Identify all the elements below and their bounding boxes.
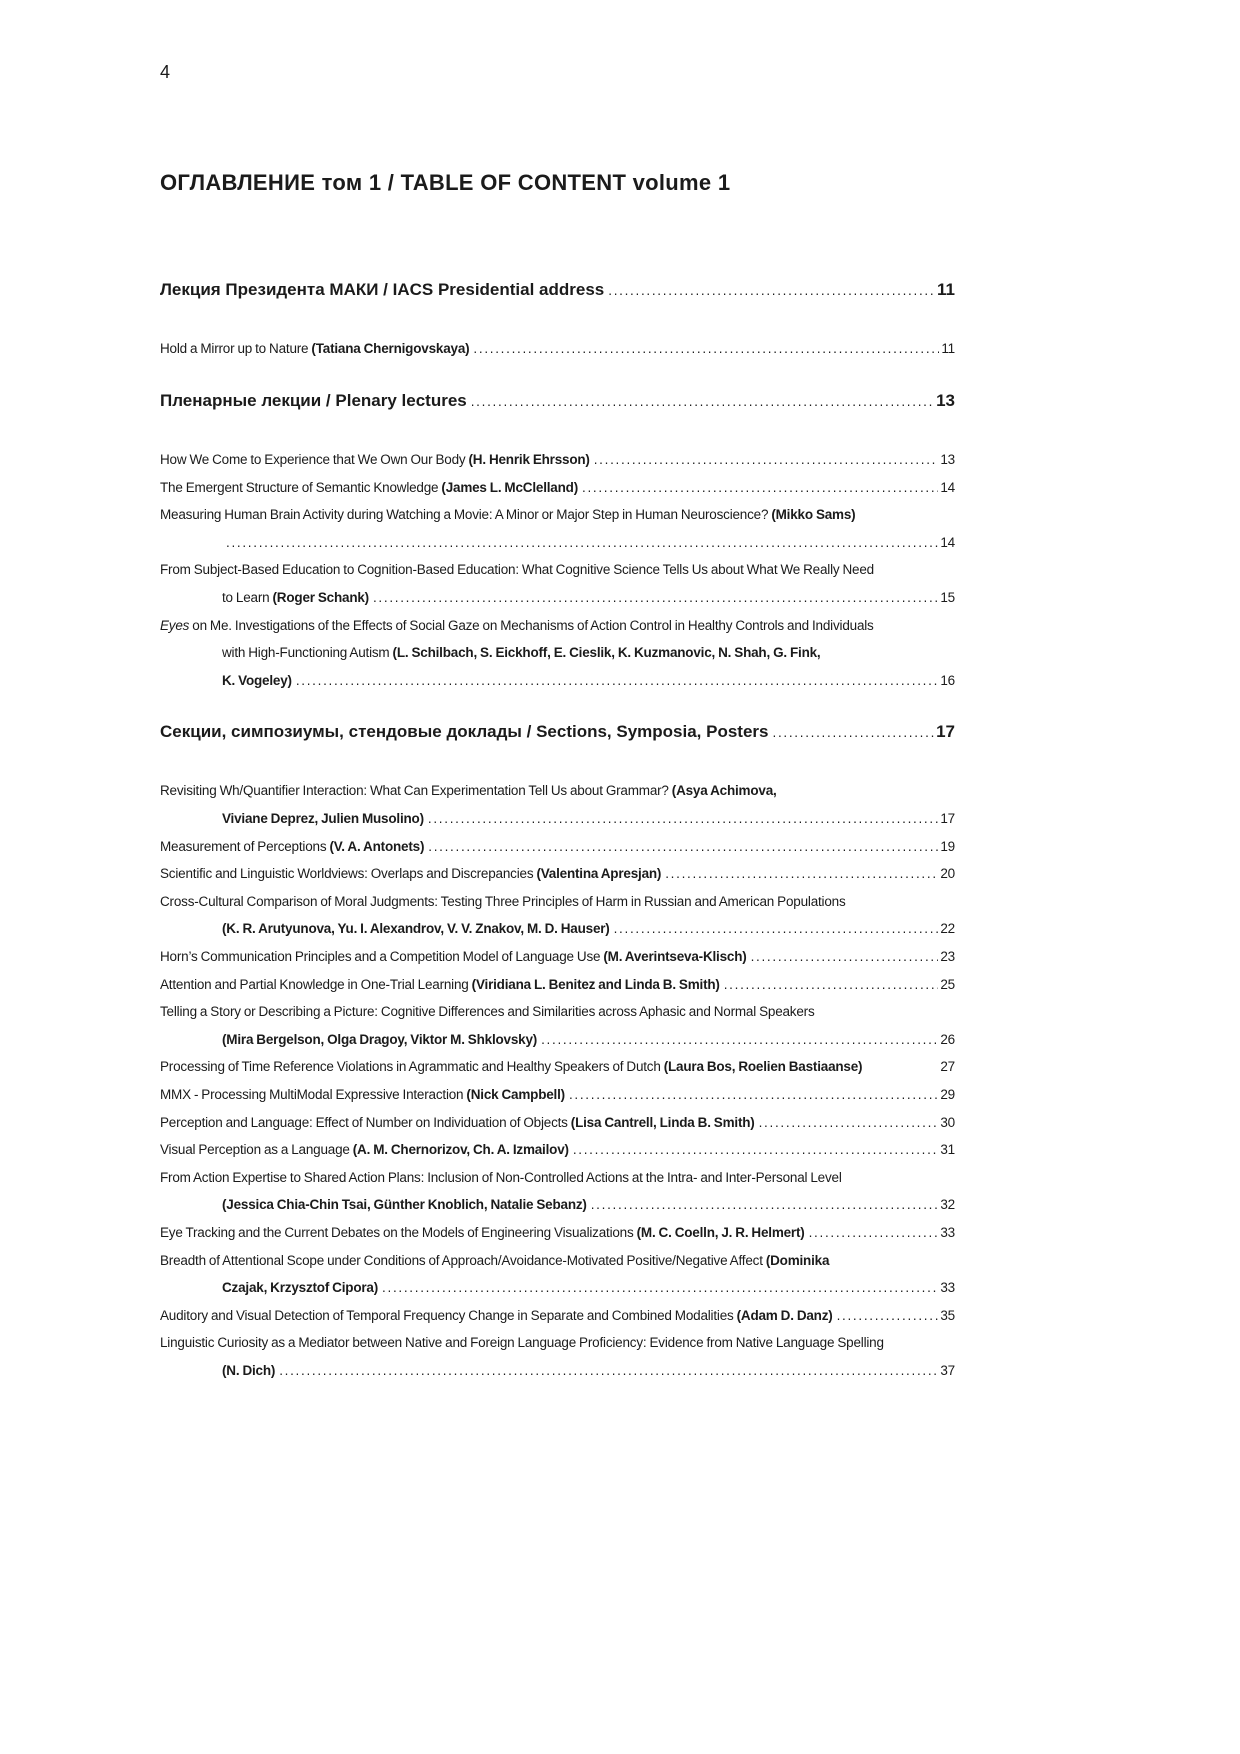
entry-page-number: 15 <box>940 590 955 606</box>
toc-entry-line <box>160 1219 955 1247</box>
toc-entry <box>160 971 955 999</box>
entry-title-text: MMX - Processing MultiModal Expressive Interaction <box>160 1086 467 1102</box>
entry-text <box>160 1219 805 1247</box>
toc-entry <box>160 998 955 1053</box>
entry-text <box>160 556 874 584</box>
toc-entry-line <box>160 805 955 833</box>
entry-title-text: Processing of Time Reference Violations in Agrammatic and Healthy Speakers of Dutch <box>160 1059 664 1075</box>
toc-entry-line <box>160 971 955 999</box>
author-names: (M. C. Coelln, J. R. Helmert) <box>636 1224 805 1240</box>
toc-entry <box>160 1219 955 1247</box>
toc-entry <box>160 1247 955 1302</box>
toc-section <box>160 694 955 1384</box>
entry-page-number: 14 <box>940 479 955 495</box>
entry-page-number: 11 <box>941 341 955 357</box>
entry-page-number: 25 <box>940 976 955 992</box>
entry-page-number: 37 <box>940 1362 955 1378</box>
entry-title-text: Revisiting Wh/Quantifier Interaction: What Can Experimentation Tell Us about Grammar? <box>160 783 672 799</box>
entry-title-text: to Learn <box>222 590 273 606</box>
entry-text <box>222 667 292 695</box>
entry-title-text: Attention and Partial Knowledge in One-Trial Learning <box>160 976 472 992</box>
entry-text <box>160 474 578 502</box>
section-heading-text: Пленарные лекции / Plenary lectures <box>160 391 467 411</box>
entry-title-text: Visual Perception as a Language <box>160 1142 353 1158</box>
toc-entry <box>160 943 955 971</box>
entry-title-text: Measurement of Perceptions <box>160 838 330 854</box>
dotted-leader <box>226 529 938 557</box>
entry-text <box>160 971 720 999</box>
section-heading-text: Лекция Президента МАКИ / IACS Presidential address <box>160 280 605 300</box>
dotted-leader <box>471 390 934 413</box>
entry-title-text: Scientific and Linguistic Worldviews: Overlaps and Discrepancies <box>160 866 537 882</box>
toc-entry-line <box>160 860 955 888</box>
toc-entry-line <box>160 833 955 861</box>
entry-page-number: 26 <box>940 1031 955 1047</box>
entry-text <box>160 446 590 474</box>
entry-page-number: 23 <box>940 948 955 964</box>
author-names: (Dominika <box>765 1252 830 1268</box>
dotted-leader <box>614 915 939 943</box>
dotted-leader <box>296 667 939 695</box>
entry-text <box>222 1357 275 1385</box>
entry-text <box>222 915 610 943</box>
toc-entry <box>160 833 955 861</box>
author-names: (Tatiana Chernigovskaya) <box>311 341 470 357</box>
toc-entry <box>160 556 955 611</box>
toc-entry-line <box>160 1302 955 1330</box>
toc-entry-line <box>160 888 955 916</box>
section-page-number: 11 <box>937 280 955 300</box>
toc-entry-line <box>160 556 955 584</box>
author-names: (M. Averintseva-Klisch) <box>603 948 747 964</box>
entry-text <box>222 805 424 833</box>
dotted-leader <box>608 279 935 302</box>
entry-page-number: 20 <box>940 866 955 882</box>
toc-entry-line <box>160 915 955 943</box>
entry-page-number: 16 <box>940 672 955 688</box>
toc-entry-line <box>160 943 955 971</box>
entry-text <box>222 1026 537 1054</box>
toc-entry-line <box>160 1053 955 1081</box>
toc-entry-line <box>160 777 955 805</box>
author-names: (Jessica Chia-Chin Tsai, Günther Knoblich, Natalie Sebanz) <box>222 1197 587 1213</box>
entry-title-text: From Action Expertise to Shared Action Plans: Inclusion of Non-Controlled Actions at the Intra- and Inter-Personal Level <box>160 1169 842 1185</box>
section-page-number: 17 <box>936 722 955 742</box>
entry-title-italic: Eyes <box>160 617 190 633</box>
author-names: (K. R. Arutyunova, Yu. I. Alexandrov, V. V. Znakov, M. D. Hauser) <box>222 921 610 937</box>
entry-page-number: 14 <box>940 534 955 550</box>
entry-text <box>160 888 846 916</box>
toc-entry-line <box>160 335 955 363</box>
dotted-leader <box>382 1274 938 1302</box>
entry-text <box>222 639 820 667</box>
author-names: (H. Henrik Ehrsson) <box>468 452 590 468</box>
toc-entry <box>160 1302 955 1330</box>
author-names: (Roger Schank) <box>272 590 369 606</box>
toc-entry-line <box>160 1329 955 1357</box>
entry-text <box>160 1164 842 1192</box>
dotted-leader <box>279 1357 938 1385</box>
entry-text <box>222 1191 587 1219</box>
entry-title-text: Horn’s Communication Principles and a Competition Model of Language Use <box>160 948 604 964</box>
dotted-leader <box>428 833 938 861</box>
entry-text <box>160 335 469 363</box>
entry-title-text: The Emergent Structure of Semantic Knowledge <box>160 479 442 495</box>
entry-page-number: 22 <box>940 921 955 937</box>
entry-page-number: 33 <box>940 1224 955 1240</box>
author-names: Czajak, Krzysztof Cipora) <box>222 1280 379 1296</box>
dotted-leader <box>473 335 939 363</box>
section-heading <box>160 252 955 335</box>
author-names: (A. M. Chernorizov, Ch. A. Izmailov) <box>352 1142 569 1158</box>
entry-page-number: 19 <box>940 838 955 854</box>
entry-title-text: Cross-Cultural Comparison of Moral Judgments: Testing Three Principles of Harm in Russian and American Populations <box>160 893 846 909</box>
entry-page-number: 31 <box>940 1142 955 1158</box>
toc-entry <box>160 1164 955 1219</box>
toc-entry-line <box>160 1081 955 1109</box>
page-content <box>160 0 955 1384</box>
entry-text <box>160 860 661 888</box>
toc-entry-line <box>160 1164 955 1192</box>
author-names: (Asya Achimova, <box>671 783 777 799</box>
toc-entry <box>160 1329 955 1384</box>
entry-text <box>160 1109 755 1137</box>
page-number: 4 <box>160 62 171 82</box>
dotted-leader <box>428 805 938 833</box>
entry-text <box>160 1302 833 1330</box>
toc-entry-line <box>160 529 955 557</box>
entry-text <box>160 1081 565 1109</box>
author-names: (N. Dich) <box>222 1362 276 1378</box>
entry-text <box>160 1329 884 1357</box>
toc-entry-line <box>160 639 955 667</box>
toc-entry <box>160 501 955 556</box>
entry-title-text: From Subject-Based Education to Cognition-Based Education: What Cognitive Science Tells Us about What We Really Need <box>160 562 874 578</box>
entry-title-text: Auditory and Visual Detection of Temporal Frequency Change in Separate and Combined Modalities <box>160 1307 737 1323</box>
entry-text <box>222 584 369 612</box>
table-of-contents <box>160 252 955 1384</box>
toc-entry-line <box>160 474 955 502</box>
toc-entry-line <box>160 584 955 612</box>
entry-title-text: with High-Functioning Autism <box>222 645 393 661</box>
entry-title-text: Breadth of Attentional Scope under Conditions of Approach/Avoidance-Motivated Positive/Negative Affect <box>160 1252 766 1268</box>
entry-text <box>160 1136 569 1164</box>
entry-text <box>160 998 815 1026</box>
section-heading <box>160 694 955 777</box>
author-names: (Laura Bos, Roelien Bastiaanse) <box>663 1059 863 1075</box>
author-names: (Mikko Sams) <box>771 507 856 523</box>
toc-entry-line <box>160 1357 955 1385</box>
dotted-leader <box>809 1219 939 1247</box>
dotted-leader <box>759 1109 939 1137</box>
author-names: (Nick Campbell) <box>466 1086 565 1102</box>
toc-entry-line <box>160 1026 955 1054</box>
entry-text <box>160 833 424 861</box>
dotted-leader <box>591 1191 939 1219</box>
author-names: (Adam D. Danz) <box>736 1307 833 1323</box>
entry-page-number: 30 <box>940 1114 955 1130</box>
author-names: (Lisa Cantrell, Linda B. Smith) <box>570 1114 755 1130</box>
entry-text <box>160 612 874 640</box>
dotted-leader <box>541 1026 938 1054</box>
entry-page-number: 29 <box>940 1086 955 1102</box>
entry-title-text: Measuring Human Brain Activity during Watching a Movie: A Minor or Major Step in Human Neuroscience? <box>160 507 772 523</box>
entry-title-text: Hold a Mirror up to Nature <box>160 341 312 357</box>
toc-entry-line <box>160 612 955 640</box>
toc-entry-line <box>160 1109 955 1137</box>
toc-entry-line <box>160 501 955 529</box>
entry-text <box>160 943 747 971</box>
dotted-leader <box>751 943 939 971</box>
dotted-leader <box>665 860 938 888</box>
dotted-leader <box>837 1302 939 1330</box>
section-page-number: 13 <box>936 391 955 411</box>
toc-entry <box>160 612 955 695</box>
toc-entry <box>160 860 955 888</box>
dotted-leader <box>573 1136 939 1164</box>
author-names: K. Vogeley) <box>222 672 292 688</box>
toc-entry <box>160 446 955 474</box>
entry-title-text: on Me. Investigations of the Effects of Social Gaze on Mechanisms of Action Control in Healthy Controls and Individuals <box>189 617 874 633</box>
dotted-leader <box>373 584 938 612</box>
toc-entry <box>160 474 955 502</box>
entry-title-text: Perception and Language: Effect of Number on Individuation of Objects <box>160 1114 571 1130</box>
author-names: (James L. McClelland) <box>441 479 578 495</box>
author-names: (Viridiana L. Benitez and Linda B. Smith) <box>471 976 720 992</box>
toc-entry <box>160 1081 955 1109</box>
toc-entry <box>160 777 955 832</box>
entry-page-number: 32 <box>940 1197 955 1213</box>
dotted-leader <box>569 1081 938 1109</box>
entry-title-text: How We Come to Experience that We Own Our Body <box>160 452 469 468</box>
section-heading-text: Секции, симпозиумы, стендовые доклады / Sections, Symposia, Posters <box>160 722 769 742</box>
toc-entry-line <box>160 1191 955 1219</box>
toc-entry <box>160 1053 955 1081</box>
entry-page-number: 27 <box>940 1059 955 1075</box>
entry-title-text: Eye Tracking and the Current Debates on the Models of Engineering Visualizations <box>160 1224 637 1240</box>
toc-entry-line <box>160 446 955 474</box>
toc-entry-line <box>160 1274 955 1302</box>
page-title: ОГЛАВЛЕНИЕ том 1 / TABLE OF CONTENT volume 1 <box>160 169 731 195</box>
toc-entry <box>160 335 955 363</box>
toc-entry <box>160 1109 955 1137</box>
entry-page-number: 35 <box>940 1307 955 1323</box>
entry-page-number: 13 <box>940 452 955 468</box>
entry-page-number: 17 <box>940 811 955 826</box>
toc-section <box>160 363 955 694</box>
toc-entry-line <box>160 1136 955 1164</box>
toc-entry-line <box>160 667 955 695</box>
entry-title-text: Linguistic Curiosity as a Mediator between Native and Foreign Language Proficiency: Evidence from Native Language Spelling <box>160 1335 884 1351</box>
author-names: (Mira Bergelson, Olga Dragoy, Viktor M. Shklovsky) <box>222 1031 538 1047</box>
entry-title-text: Telling a Story or Describing a Picture: Cognitive Differences and Similarities across Aphasic and Normal Speakers <box>160 1004 815 1020</box>
toc-entry-line <box>160 998 955 1026</box>
author-names: Viviane Deprez, Julien Musolino) <box>222 811 424 826</box>
entry-text <box>160 777 777 805</box>
dotted-leader <box>773 721 935 744</box>
section-heading <box>160 363 955 446</box>
dotted-leader <box>594 446 939 474</box>
entry-page-number: 33 <box>940 1280 955 1296</box>
author-names: (Valentina Apresjan) <box>536 866 662 882</box>
toc-entry <box>160 888 955 943</box>
entry-text <box>160 1053 862 1081</box>
author-names: (V. A. Antonets) <box>329 838 425 854</box>
toc-entry <box>160 1136 955 1164</box>
dotted-leader <box>582 474 938 502</box>
entry-text <box>160 501 855 529</box>
dotted-leader <box>724 971 939 999</box>
entry-text <box>222 1274 378 1302</box>
toc-entry-line <box>160 1247 955 1275</box>
author-names: (L. Schilbach, S. Eickhoff, E. Cieslik, K. Kuzmanovic, N. Shah, G. Fink, <box>392 645 821 661</box>
entry-text <box>160 1247 829 1275</box>
toc-section <box>160 252 955 363</box>
